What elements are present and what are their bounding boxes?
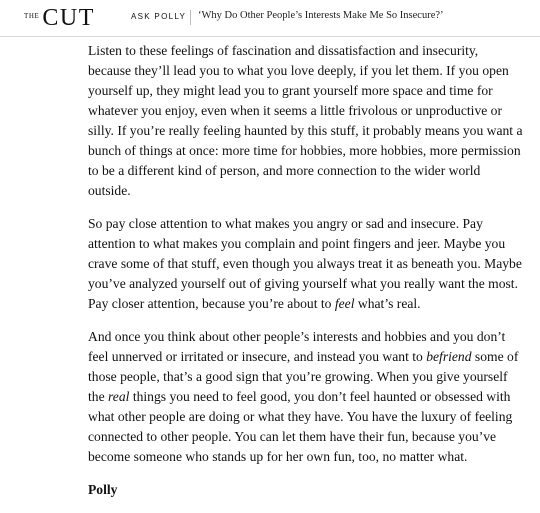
paragraph-3-text-a: And once you think about other people’s interests and hobbies and you don’t feel unnerved or irritated or insecure, and instead you want to xyxy=(88,329,506,364)
paragraph-3-emphasis-2: real xyxy=(108,389,130,404)
logo-the-text: THE xyxy=(24,12,40,20)
article-headline: ‘Why Do Other People’s Interests Make Me So Insecure?’ xyxy=(198,10,444,21)
logo-cut-text: CUT xyxy=(42,5,95,31)
paragraph-3-text-c: things you need to feel good, you don’t feel haunted or obsessed with what other people are doing or what they have. You have the luxury of feeling connected to other people. You can let them have their fun, because you’ve become someone who stands up for her own fun, too, no matter what. xyxy=(88,389,513,464)
article-paragraph-2 xyxy=(88,214,524,314)
article-signoff: Polly xyxy=(88,482,118,497)
paragraph-2-emphasis: feel xyxy=(334,296,355,311)
article-paragraph-1 xyxy=(88,41,524,201)
article-body xyxy=(88,41,524,513)
section-link-ask-polly[interactable]: ASK POLLY xyxy=(131,12,187,21)
site-logo[interactable] xyxy=(24,5,95,31)
paragraph-2-text-a: So pay close attention to what makes you angry or sad and insecure. Pay attention to what makes you complain and point fingers and jeer. Maybe you crave some of that stuff, even though you always treat it as beneath you. Maybe you’ve analyzed yourself out of giving yourself what you really want the most. Pay closer attention, because you’re about to xyxy=(88,216,522,311)
paragraph-2-text-b: what’s real. xyxy=(354,296,421,311)
paragraph-3-emphasis-1: befriend xyxy=(426,349,472,364)
header-divider xyxy=(190,10,191,25)
paragraph-3-text-b: some of those people, that’s a good sign that you’re growing. When you give yourself the xyxy=(88,349,519,404)
paragraph-1-text: Listen to these feelings of fascination and dissatisfaction and insecurity, because they’ll lead you to what you love deeply, if you let them. If you open yourself up, they might lead you to grant yourself more space and time for whatever you enjoy, even when it seems a little frivolous or unproductive or silly. If you’re really feeling haunted by this stuff, it probably means you want a bunch of things at once: more time for hobbies, more hobbies, more permission to be a different kind of person, and more connection to the wider world outside. xyxy=(88,43,523,198)
article-paragraph-3 xyxy=(88,327,524,467)
top-navigation-bar xyxy=(0,0,540,37)
